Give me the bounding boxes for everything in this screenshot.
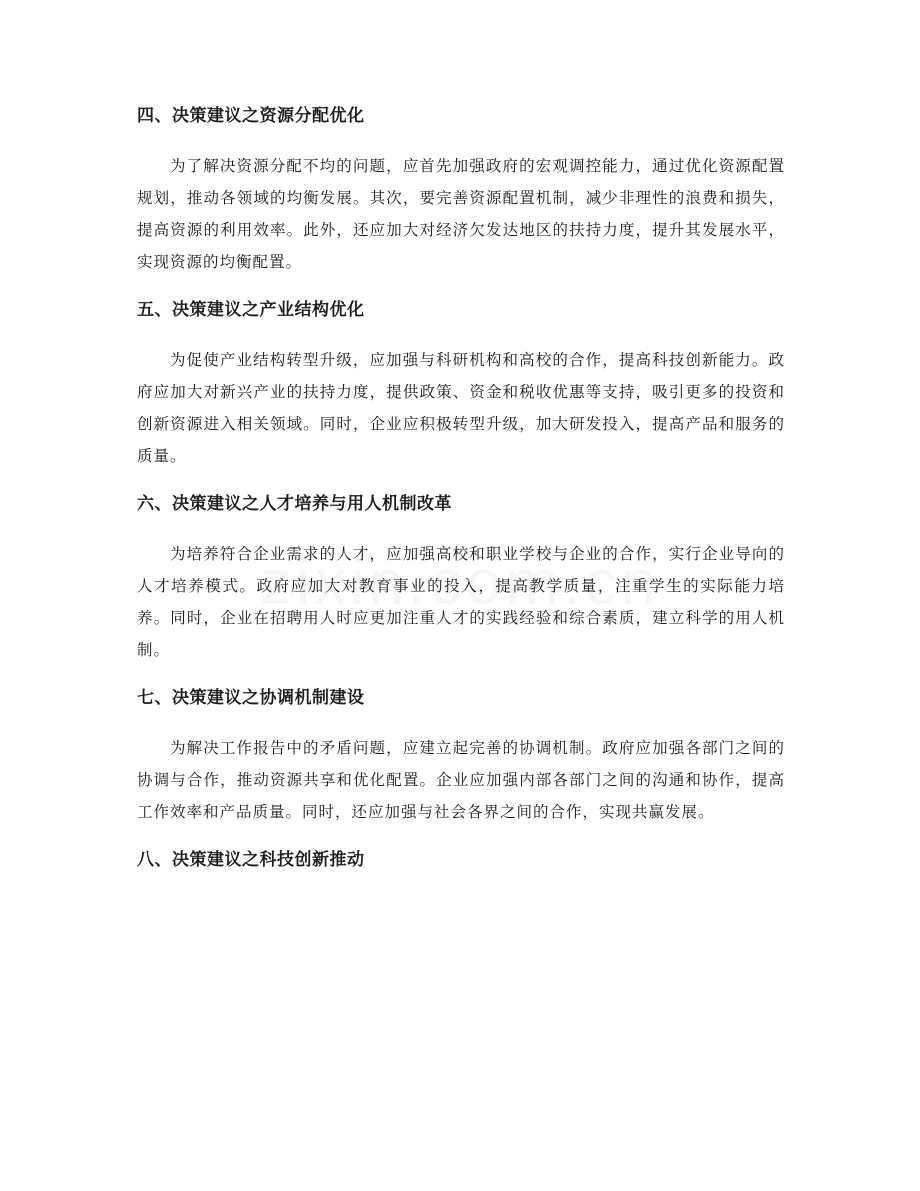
section-8: [137, 848, 785, 872]
section-heading: 六、决策建议之人才培养与用人机制改革: [137, 494, 452, 514]
section-heading: 八、决策建议之科技创新推动: [137, 850, 365, 870]
section-6: [137, 492, 785, 666]
document-content: [137, 104, 785, 894]
section-paragraph: 为了解决资源分配不均的问题，应首先加强政府的宏观调控能力，通过优化资源配置规划，推动各领域的均衡发展。其次，要完善资源配置机制，减少非理性的浪费和损失，提高资源的利用效率。此外，还应加大对经济欠发达地区的扶持力度，提升其发展水平，实现资源的均衡配置。: [137, 157, 785, 271]
section-paragraph: 为培养符合企业需求的人才，应加强高校和职业学校与企业的合作，实行企业导向的人才培养模式。政府应加大对教育事业的投入，提高教学质量，注重学生的实际能力培养。同时，企业在招聘用人时应更加注重人才的实践经验和综合素质，建立科学的用人机制。: [137, 545, 785, 659]
section-5: [137, 298, 785, 472]
section-heading: 五、决策建议之产业结构优化: [137, 300, 365, 320]
section-heading: 七、决策建议之协调机制建设: [137, 688, 365, 708]
section-paragraph: 为促使产业结构转型升级，应加强与科研机构和高校的合作，提高科技创新能力。政府应加大对新兴产业的扶持力度，提供政策、资金和税收优惠等支持，吸引更多的投资和创新资源进入相关领域。同时，企业应积极转型升级，加大研发投入，提高产品和服务的质量。: [137, 351, 785, 465]
section-heading: 四、决策建议之资源分配优化: [137, 106, 365, 126]
section-paragraph: 为解决工作报告中的矛盾问题，应建立起完善的协调机制。政府应加强各部门之间的协调与合作，推动资源共享和优化配置。企业应加强内部各部门之间的沟通和协作，提高工作效率和产品质量。同时，还应加强与社会各界之间的合作，实现共赢发展。: [137, 739, 785, 821]
section-7: [137, 686, 785, 828]
section-4: [137, 104, 785, 278]
